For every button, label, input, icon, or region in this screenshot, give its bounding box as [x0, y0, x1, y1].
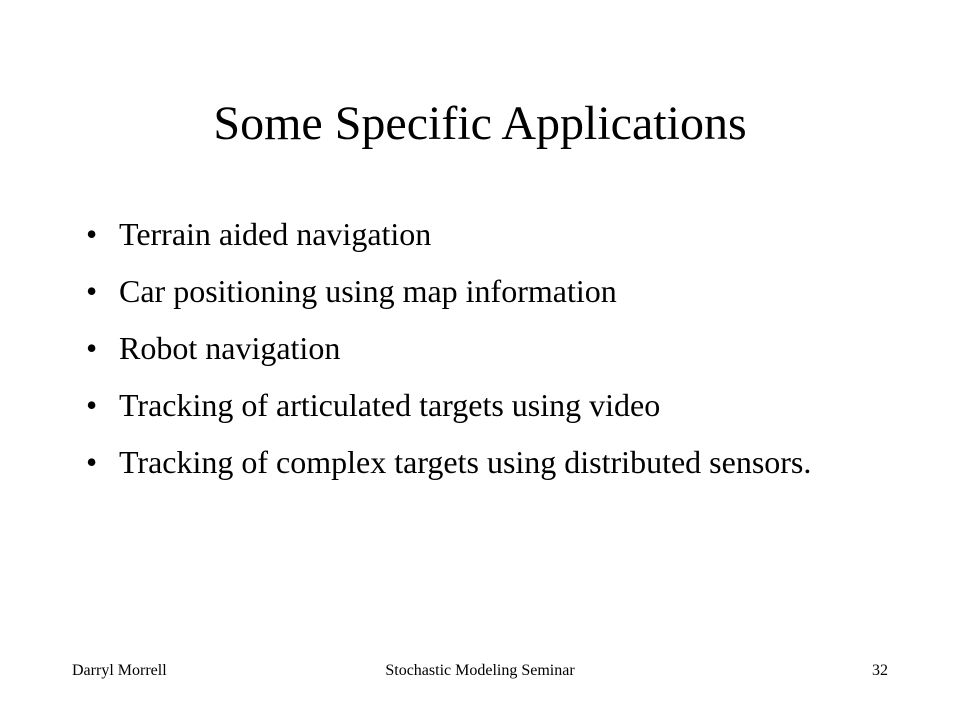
page-number: 32	[872, 662, 888, 679]
bullet-text: Tracking of complex targets using distributed sensors.	[119, 444, 812, 480]
bullet-text: Car positioning using map information	[119, 273, 617, 309]
bullet-text: Terrain aided navigation	[119, 216, 432, 252]
bullet-icon: •	[86, 273, 98, 309]
bullet-item	[86, 385, 866, 425]
bullet-item	[86, 442, 866, 482]
footer-course: Stochastic Modeling Seminar	[385, 662, 575, 679]
slide-title: Some Specific Applications	[213, 97, 747, 150]
footer-author: Darryl Morrell	[72, 662, 167, 679]
bullet-item	[86, 328, 866, 368]
bullet-icon: •	[86, 444, 98, 480]
bullet-item	[86, 214, 866, 254]
bullet-icon: •	[86, 387, 98, 423]
bullet-item	[86, 271, 866, 311]
bullet-icon: •	[86, 216, 98, 252]
bullet-icon: •	[86, 330, 98, 366]
bullet-text: Robot navigation	[119, 330, 341, 366]
bullet-text: Tracking of articulated targets using video	[119, 387, 661, 423]
bullet-list	[86, 214, 866, 499]
